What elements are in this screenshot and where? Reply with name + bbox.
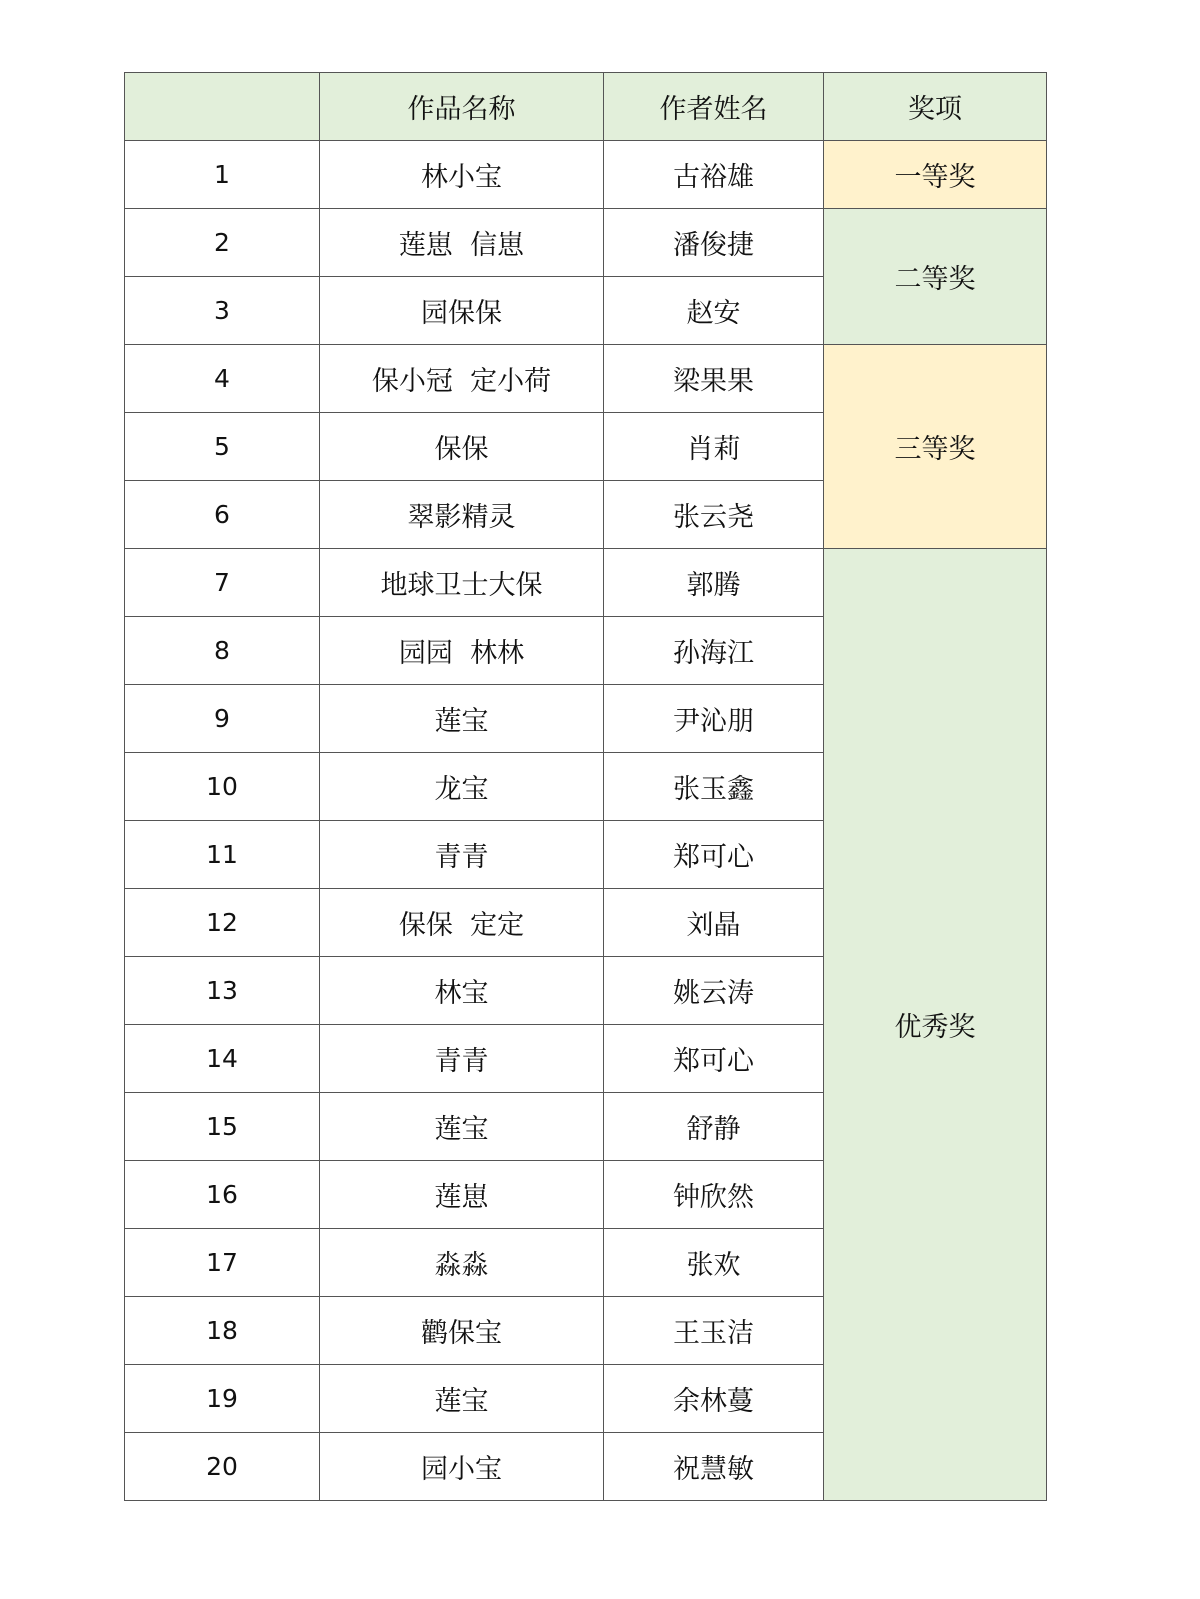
table-row (125, 209, 1047, 277)
table-row (125, 345, 1047, 413)
row-number: 8 (125, 617, 320, 685)
row-number: 3 (125, 277, 320, 345)
row-number: 2 (125, 209, 320, 277)
row-number: 9 (125, 685, 320, 753)
work-name-cell: 鹳保宝 (320, 1297, 604, 1365)
row-number: 13 (125, 957, 320, 1025)
award-results-table (124, 72, 1047, 1501)
author-name-cell: 张玉鑫 (604, 753, 824, 821)
author-name-cell: 郑可心 (604, 1025, 824, 1093)
award-third-prize-cell: 三等奖 (824, 345, 1047, 549)
table-row (125, 141, 1047, 209)
author-name-cell: 梁果果 (604, 345, 824, 413)
work-name-cell: 保保 (320, 413, 604, 481)
author-name-cell: 余林蔓 (604, 1365, 824, 1433)
work-name-cell: 青青 (320, 821, 604, 889)
work-name-cell: 地球卫士大保 (320, 549, 604, 617)
work-name-cell: 淼淼 (320, 1229, 604, 1297)
table-row (125, 549, 1047, 617)
work-name-cell: 莲崽 信崽 (320, 209, 604, 277)
row-number: 11 (125, 821, 320, 889)
author-name-cell: 尹沁朋 (604, 685, 824, 753)
work-name-cell: 莲宝 (320, 1365, 604, 1433)
header-author-name: 作者姓名 (604, 73, 824, 141)
author-name-cell: 郑可心 (604, 821, 824, 889)
header-award: 奖项 (824, 73, 1047, 141)
row-number: 5 (125, 413, 320, 481)
author-name-cell: 肖莉 (604, 413, 824, 481)
author-name-cell: 孙海江 (604, 617, 824, 685)
author-name-cell: 古裕雄 (604, 141, 824, 209)
work-name-cell: 林小宝 (320, 141, 604, 209)
author-name-cell: 王玉洁 (604, 1297, 824, 1365)
award-first-prize-cell: 一等奖 (824, 141, 1047, 209)
author-name-cell: 郭腾 (604, 549, 824, 617)
row-number: 10 (125, 753, 320, 821)
work-name-cell: 园保保 (320, 277, 604, 345)
author-name-cell: 祝慧敏 (604, 1433, 824, 1501)
row-number: 15 (125, 1093, 320, 1161)
author-name-cell: 张欢 (604, 1229, 824, 1297)
work-name-cell: 莲崽 (320, 1161, 604, 1229)
work-name-cell: 莲宝 (320, 1093, 604, 1161)
work-name-cell: 青青 (320, 1025, 604, 1093)
header-work-name: 作品名称 (320, 73, 604, 141)
work-name-cell: 保小冠 定小荷 (320, 345, 604, 413)
author-name-cell: 刘晶 (604, 889, 824, 957)
author-name-cell: 潘俊捷 (604, 209, 824, 277)
row-number: 12 (125, 889, 320, 957)
author-name-cell: 钟欣然 (604, 1161, 824, 1229)
work-name-cell: 园园 林林 (320, 617, 604, 685)
row-number: 14 (125, 1025, 320, 1093)
work-name-cell: 园小宝 (320, 1433, 604, 1501)
header-number (125, 73, 320, 141)
row-number: 1 (125, 141, 320, 209)
award-second-prize-cell: 二等奖 (824, 209, 1047, 345)
row-number: 7 (125, 549, 320, 617)
work-name-cell: 林宝 (320, 957, 604, 1025)
table-body (125, 141, 1047, 1501)
row-number: 6 (125, 481, 320, 549)
work-name-cell: 莲宝 (320, 685, 604, 753)
author-name-cell: 赵安 (604, 277, 824, 345)
work-name-cell: 龙宝 (320, 753, 604, 821)
author-name-cell: 张云尧 (604, 481, 824, 549)
author-name-cell: 姚云涛 (604, 957, 824, 1025)
row-number: 16 (125, 1161, 320, 1229)
row-number: 20 (125, 1433, 320, 1501)
row-number: 4 (125, 345, 320, 413)
header-row (125, 73, 1047, 141)
work-name-cell: 翠影精灵 (320, 481, 604, 549)
row-number: 18 (125, 1297, 320, 1365)
author-name-cell: 舒静 (604, 1093, 824, 1161)
row-number: 17 (125, 1229, 320, 1297)
work-name-cell: 保保 定定 (320, 889, 604, 957)
award-excellence-cell: 优秀奖 (824, 549, 1047, 1501)
row-number: 19 (125, 1365, 320, 1433)
